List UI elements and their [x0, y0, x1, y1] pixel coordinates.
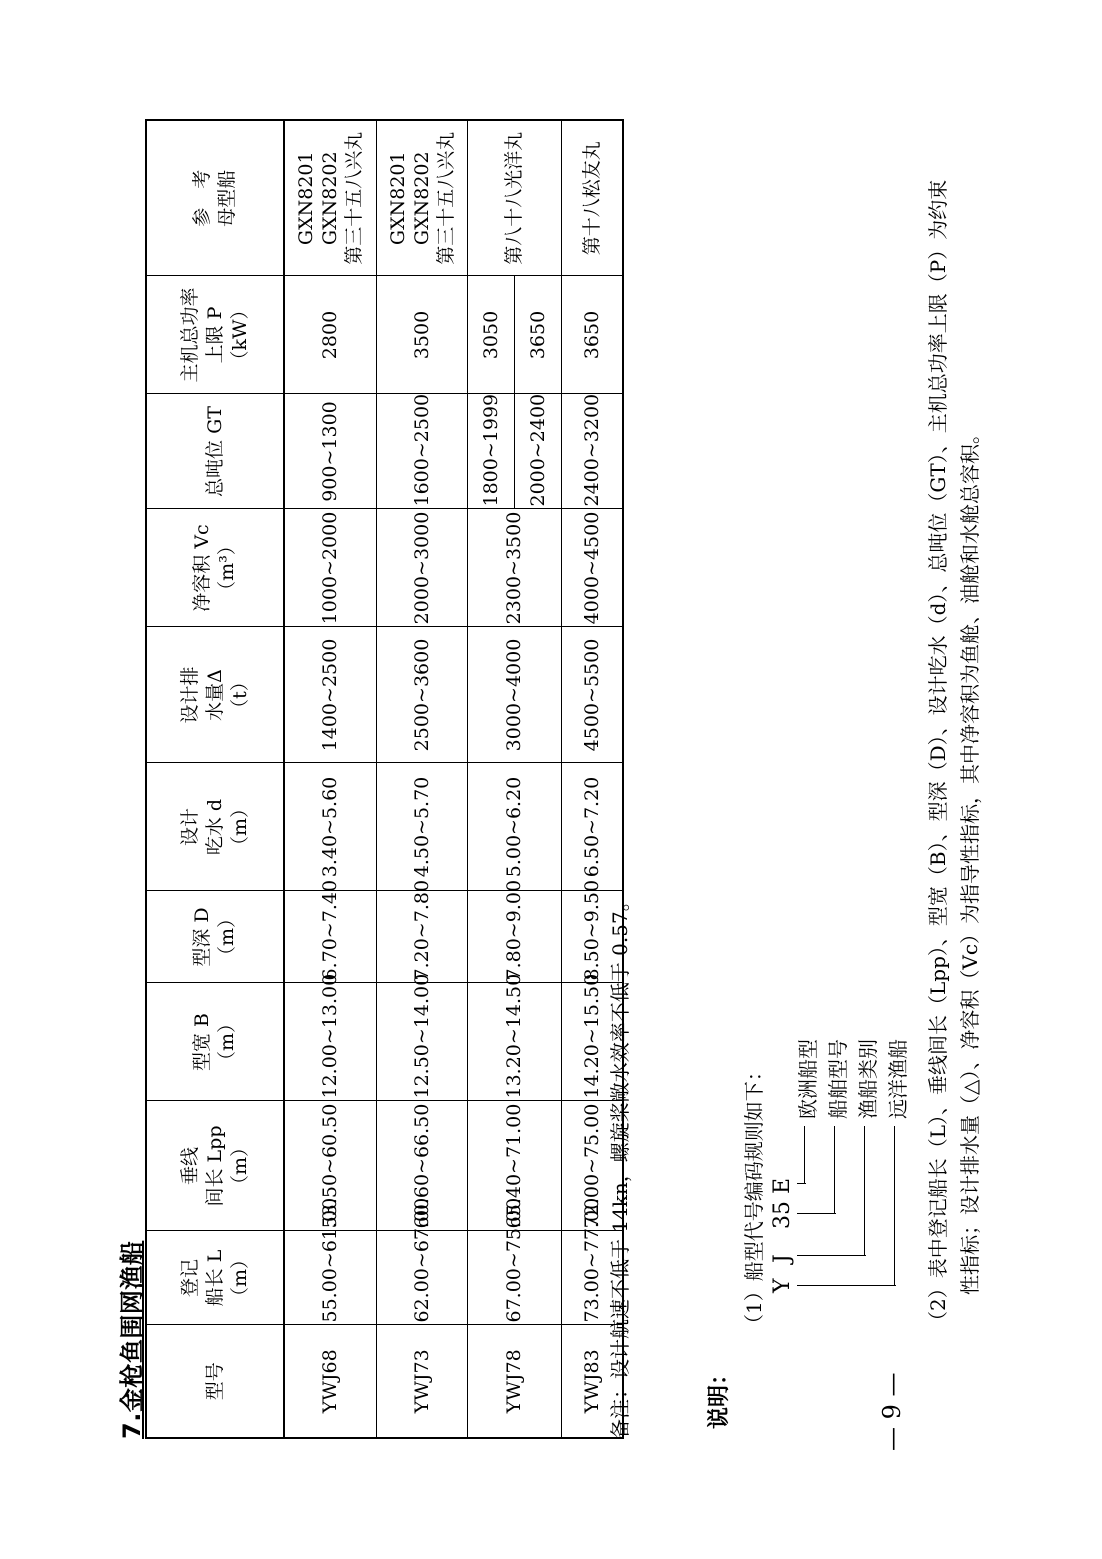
- cell-gross-tonnage: 2400~3200: [561, 394, 623, 509]
- cell-depth: 7.20~7.80: [376, 891, 467, 983]
- bracket-ocean: [797, 1285, 896, 1286]
- cell-net-volume: 1000~2000: [284, 509, 376, 627]
- legend-ocean: 远洋渔船: [886, 1039, 910, 1119]
- bracket-model-no-bar: [834, 1126, 835, 1214]
- table-header-row: [146, 120, 284, 1438]
- section-title: 7.金枪鱼围网渔船: [118, 1240, 146, 1439]
- cell-power: 3650: [514, 276, 561, 394]
- cell-displacement: 3000~4000: [467, 627, 561, 763]
- cell-model: YWJ83: [561, 1325, 623, 1438]
- cell-draft: 3.40~5.60: [284, 763, 376, 891]
- cell-power: 3050: [467, 276, 514, 394]
- cell-gross-tonnage: 900~1300: [284, 394, 376, 509]
- cell-draft: 5.00~6.20: [467, 763, 561, 891]
- bracket-ocean-bar: [894, 1126, 895, 1286]
- cell-depth: 6.70~7.40: [284, 891, 376, 983]
- header-length: 登记 船长 L （m）: [146, 1231, 284, 1325]
- cell-power: 2800: [284, 276, 376, 394]
- cell-net-volume: 2000~3000: [376, 509, 467, 627]
- cell-model: YWJ78: [467, 1325, 561, 1438]
- explanation-title: 说明：: [707, 1362, 732, 1429]
- header-breadth: 型宽 B （m）: [146, 983, 284, 1101]
- cell-net-volume: 4000~4500: [561, 509, 623, 627]
- header-draft: 设计 吃水 d （m）: [146, 763, 284, 891]
- cell-lpp: 65.40~71.00: [467, 1101, 561, 1231]
- code-char-j: J: [770, 1254, 795, 1263]
- cell-power: 3500: [376, 276, 467, 394]
- cell-depth: 8.50~9.50: [561, 891, 623, 983]
- table-row: [284, 120, 376, 1438]
- cell-model: YWJ68: [284, 1325, 376, 1438]
- bracket-europe-bar: [804, 1126, 805, 1184]
- cell-depth: 7.80~9.00: [467, 891, 561, 983]
- table-row: [376, 120, 467, 1438]
- bracket-category-bar: [864, 1126, 865, 1256]
- page-number: — 9 —: [878, 1372, 906, 1451]
- cell-reference: 第十八松友丸: [561, 120, 623, 276]
- cell-breadth: 14.20~15.50: [561, 983, 623, 1101]
- explanation-item-2-line-2: 性指标；设计排水量（△）、净容积（Vc）为指导性指标，其中净容积为鱼舱、油舱和水舱总容积。: [958, 423, 982, 1295]
- cell-reference: GXN8201 GXN8202 第三十五八兴丸: [284, 120, 376, 276]
- ship-spec-table: [145, 119, 624, 1439]
- explanation-item-2-line-1: （2）表中登记船长（L）、垂线间长（Lpp）、型宽（B）、型深（D）、设计吃水（d）、总吨位（GT）、主机总功率上限（P）为约束: [926, 179, 950, 1331]
- cell-gross-tonnage: 1600~2500: [376, 394, 467, 509]
- cell-length: 62.00~67.00: [376, 1231, 467, 1325]
- legend-europe: 欧洲船型: [796, 1039, 820, 1119]
- header-power: 主机总功率 上限 P （kW）: [146, 276, 284, 394]
- header-displacement: 设计排 水量Δ （t）: [146, 627, 284, 763]
- bracket-model-no: [797, 1213, 836, 1214]
- cell-gross-tonnage: 2000~2400: [514, 394, 561, 509]
- cell-breadth: 13.20~14.50: [467, 983, 561, 1101]
- header-depth: 型深 D （m）: [146, 891, 284, 983]
- code-char-y: Y: [770, 1278, 795, 1293]
- cell-length: 55.00~61.00: [284, 1231, 376, 1325]
- header-lpp: 垂线 间长 Lpp （m）: [146, 1101, 284, 1231]
- legend-category: 渔船类别: [856, 1039, 880, 1119]
- cell-reference: GXN8201 GXN8202 第三十五八兴丸: [376, 120, 467, 276]
- cell-displacement: 4500~5500: [561, 627, 623, 763]
- cell-lpp: 53.50~60.50: [284, 1101, 376, 1231]
- cell-gross-tonnage: 1800~1999: [467, 394, 514, 509]
- cell-net-volume: 2300~3500: [467, 509, 561, 627]
- code-char-35e: 35 E: [770, 1177, 795, 1229]
- table-note: 备注：设计航速不低于 14kn，螺旋桨敞水效率不低于 0.57。: [608, 891, 632, 1439]
- bracket-category: [797, 1255, 866, 1256]
- cell-lpp: 60.60~66.50: [376, 1101, 467, 1231]
- header-reference: 参 考 母型船: [146, 120, 284, 276]
- cell-draft: 4.50~5.70: [376, 763, 467, 891]
- cell-reference: 第八十八光洋丸: [467, 120, 561, 276]
- table-row: [467, 120, 514, 1438]
- cell-length: 67.00~75.00: [467, 1231, 561, 1325]
- header-net-volume: 净容积 Vc （m³）: [146, 509, 284, 627]
- header-model: 型号: [146, 1325, 284, 1438]
- cell-power: 3650: [561, 276, 623, 394]
- cell-lpp: 72.00~75.00: [561, 1101, 623, 1231]
- cell-draft: 6.50~7.20: [561, 763, 623, 891]
- cell-length: 73.00~77.00: [561, 1231, 623, 1325]
- header-gross-tonnage: 总吨位 GT: [146, 394, 284, 509]
- cell-model: YWJ73: [376, 1325, 467, 1438]
- explanation-item-1: （1）船型代号编码规则如下：: [742, 1061, 766, 1334]
- cell-breadth: 12.00~13.00: [284, 983, 376, 1101]
- cell-displacement: 2500~3600: [376, 627, 467, 763]
- cell-displacement: 1400~2500: [284, 627, 376, 763]
- legend-model-no: 船舶型号: [826, 1039, 850, 1119]
- cell-breadth: 12.50~14.00: [376, 983, 467, 1101]
